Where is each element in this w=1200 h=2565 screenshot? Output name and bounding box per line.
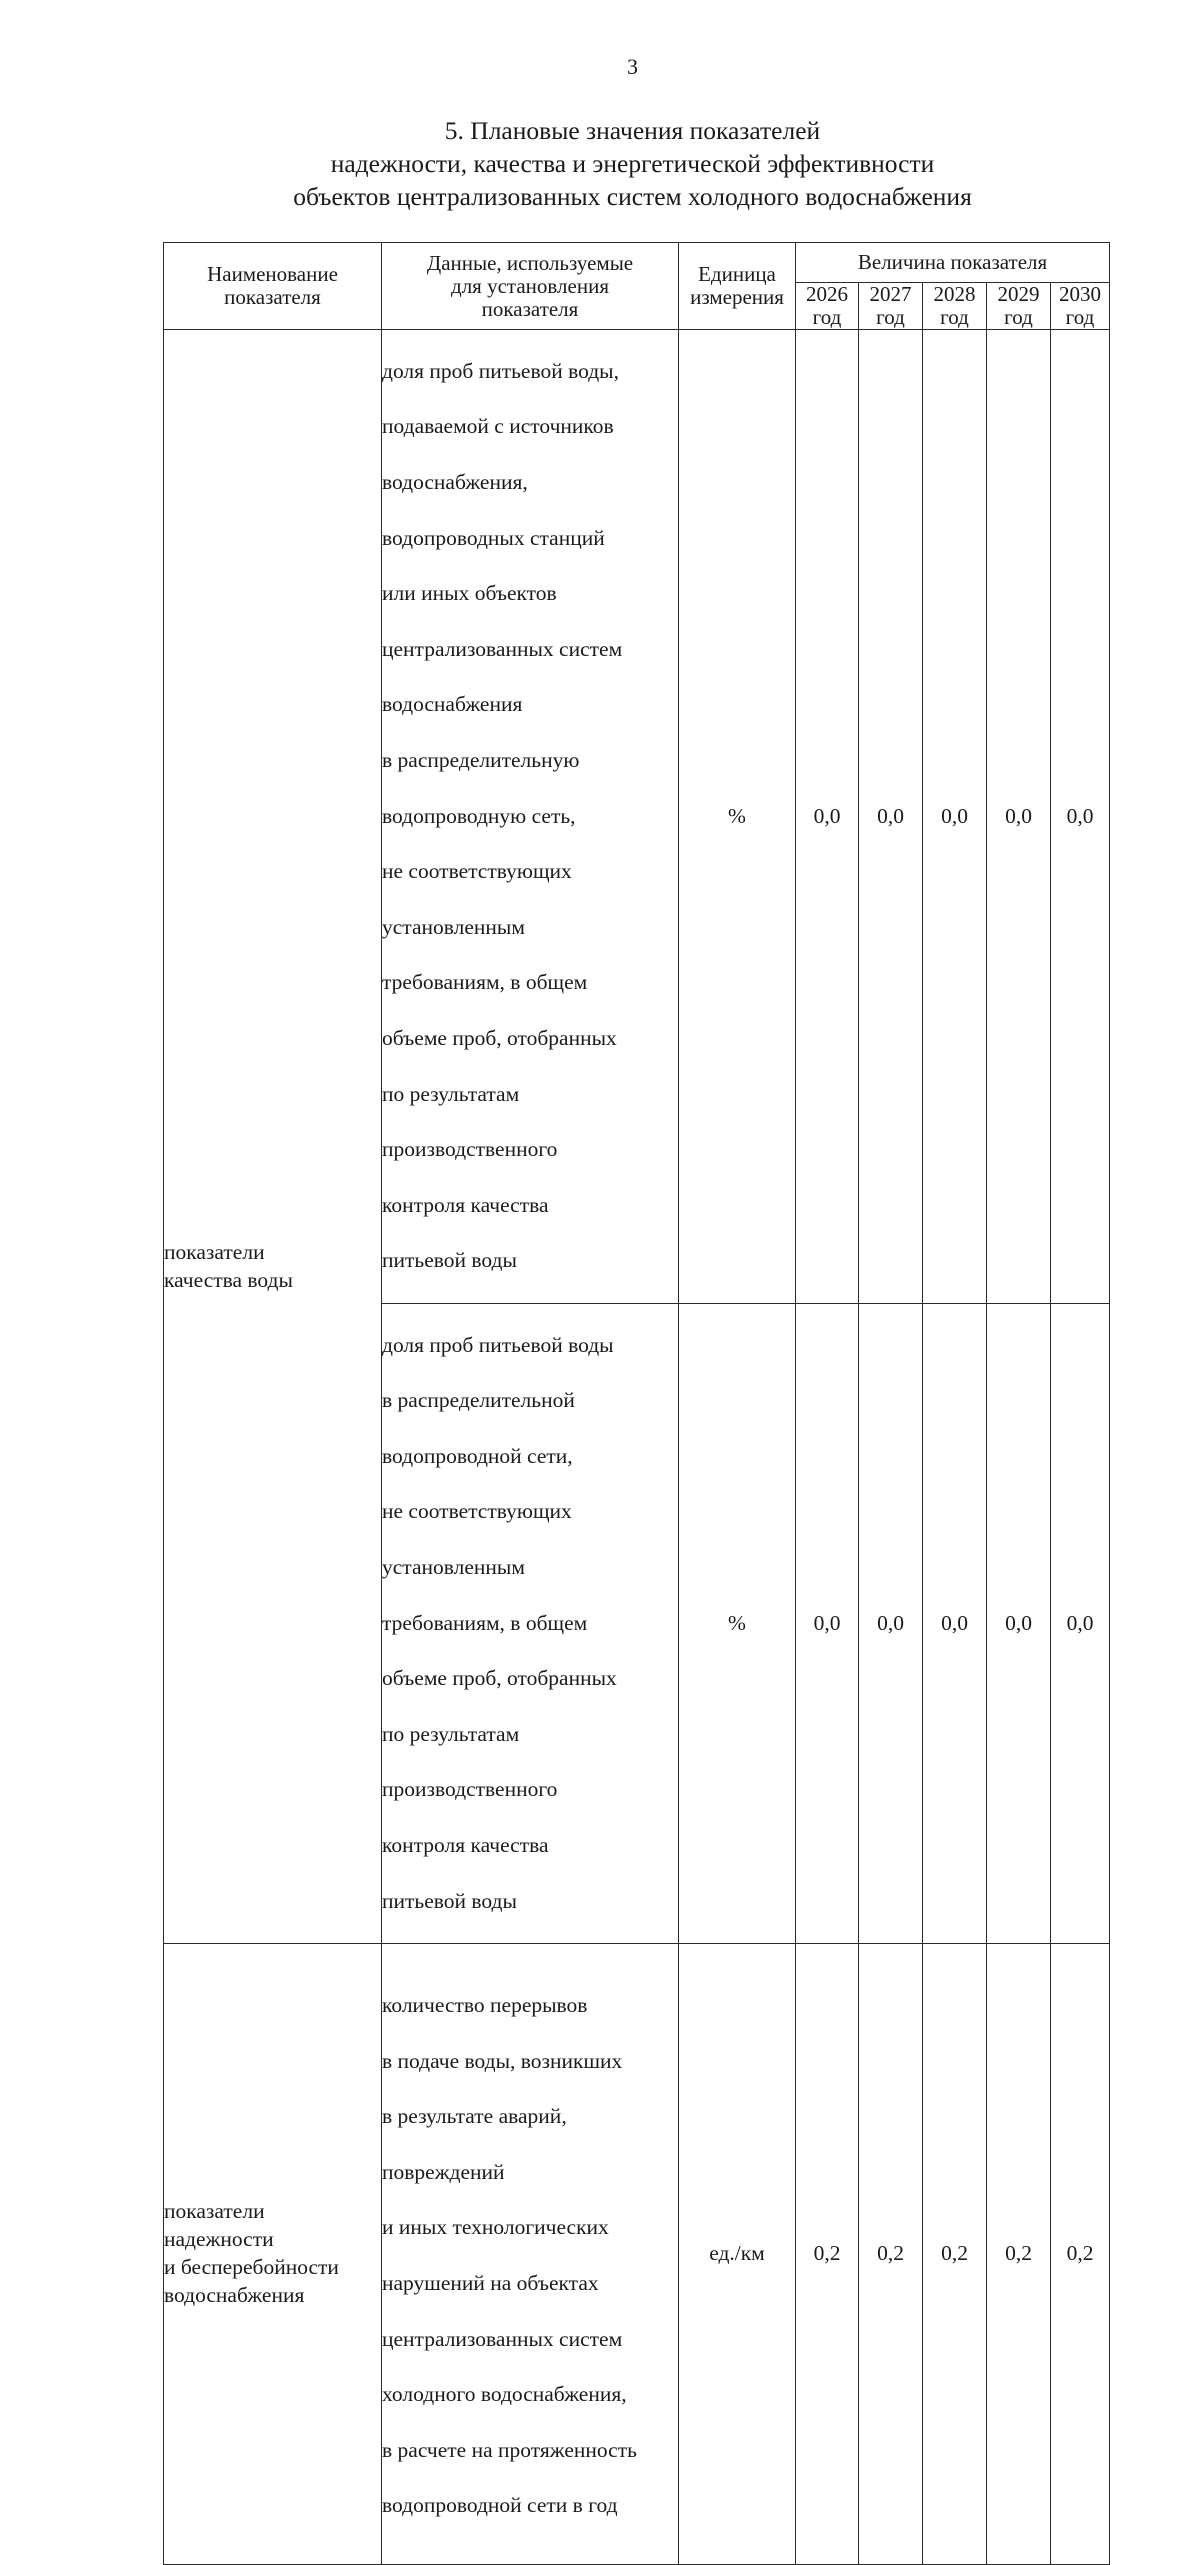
source-data-cell: доля проб питьевой воды, подаваемой с источников водоснабжения, водопроводных станций или иных объектов централизованных систем водоснабжения в распределительную водопроводную сеть, не соответствующих установленным требованиям, в общем объеме проб, отобранных по результатам производственного контроля качества питьевой воды [382,330,679,1304]
header-year-2026: 2026 год [796,283,859,330]
value-2026: 0,2 [796,1944,859,2565]
header-indicator-name: Наименование показателя [164,243,382,330]
document-title [0,114,1200,213]
indicators-table [163,242,1110,2565]
unit-cell: % [679,330,796,1304]
value-2027: 0,2 [859,1944,923,2565]
header-year-2030: 2030 год [1051,283,1110,330]
value-2027: 0,0 [859,330,923,1304]
value-2026: 0,0 [796,1303,859,1943]
header-year-2027: 2027 год [859,283,923,330]
value-2027: 0,0 [859,1303,923,1943]
page-number: 3 [627,54,638,79]
source-data-cell: доля проб питьевой воды в распределительной водопроводной сети, не соответствующих установленным требованиям, в общем объеме проб, отобранных по результатам производственного контроля качества питьевой воды [382,1303,679,1943]
header-source-data: Данные, используемые для установления показателя [382,243,679,330]
table-row [164,1944,1110,2565]
value-2028: 0,2 [923,1944,987,2565]
value-2029: 0,2 [987,1944,1051,2565]
value-2030: 0,0 [1051,1303,1110,1943]
value-2029: 0,0 [987,330,1051,1304]
unit-cell: ед./км [679,1944,796,2565]
value-2026: 0,0 [796,330,859,1304]
title-line-1: 5. Плановые значения показателей [444,116,821,145]
value-2030: 0,0 [1051,330,1110,1304]
header-year-2029: 2029 год [987,283,1051,330]
table-row [164,330,1110,1304]
indicator-name-quality: показатели качества воды [164,330,382,1944]
title-line-3: объектов централизованных систем холодного водоснабжения [293,182,972,211]
unit-cell: % [679,1303,796,1943]
source-data-cell: количество перерывов в подаче воды, возникших в результате аварий, повреждений и иных технологических нарушений на объектах централизованных систем холодного водоснабжения, в расчете на протяженность водопроводной сети в год [382,1944,679,2565]
header-value-group: Величина показателя [796,243,1110,283]
value-2028: 0,0 [923,1303,987,1943]
header-unit: Единица измерения [679,243,796,330]
value-2029: 0,0 [987,1303,1051,1943]
value-2030: 0,2 [1051,1944,1110,2565]
indicator-name-reliability: показатели надежности и бесперебойности водоснабжения [164,1944,382,2565]
value-2028: 0,0 [923,330,987,1304]
title-line-2: надежности, качества и энергетической эффективности [330,149,935,178]
header-year-2028: 2028 год [923,283,987,330]
